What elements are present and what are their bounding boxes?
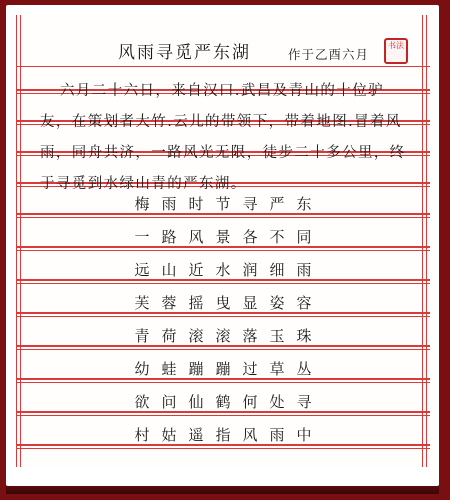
seal-text: 书法 (388, 41, 404, 50)
poem-line: 梅雨时节寻严东 (134, 195, 324, 213)
poem-line: 青荷滚滚落玉珠 (134, 327, 324, 345)
prose-line: 雨，同舟共济，一路风光无限，徒步二十多公里，终 (40, 145, 406, 161)
poem-rule (16, 316, 430, 317)
poem-rule (16, 283, 430, 284)
poem-rule (16, 415, 430, 416)
document-title: 风雨寻觅严东湖 (118, 43, 251, 63)
prose-line: 友，在策划者大竹.云儿的带领下，带着地图.冒着风 (40, 114, 402, 130)
frame-bottom-edge (6, 486, 439, 494)
poem-rule (16, 250, 430, 251)
poem-rule (16, 349, 430, 350)
poem-line: 村姑遥指风雨中 (134, 426, 324, 444)
ruled-paper (16, 15, 430, 467)
red-seal-stamp (384, 38, 408, 64)
prose-line: 六月二十六日，来自汉口.武昌及青山的十位驴 (60, 83, 385, 99)
poem-line: 芙蓉摇曳显姿容 (134, 294, 324, 312)
poem-line: 幼蛙蹦蹦过草丛 (134, 360, 324, 378)
calligraphy-card (6, 5, 439, 486)
poem-line: 远山近水润细雨 (134, 261, 324, 279)
poem-line: 欲问仙鹤何处寻 (134, 393, 324, 411)
author-note: 作于乙酉六月 (288, 47, 370, 62)
title-rule (16, 66, 430, 67)
poem-line: 一路风景各不同 (134, 228, 324, 246)
poem-rule (16, 217, 430, 218)
poem-rule (16, 382, 430, 383)
prose-line: 于寻觅到水绿山青的严东湖。 (40, 176, 247, 192)
poem-rule (16, 448, 430, 449)
